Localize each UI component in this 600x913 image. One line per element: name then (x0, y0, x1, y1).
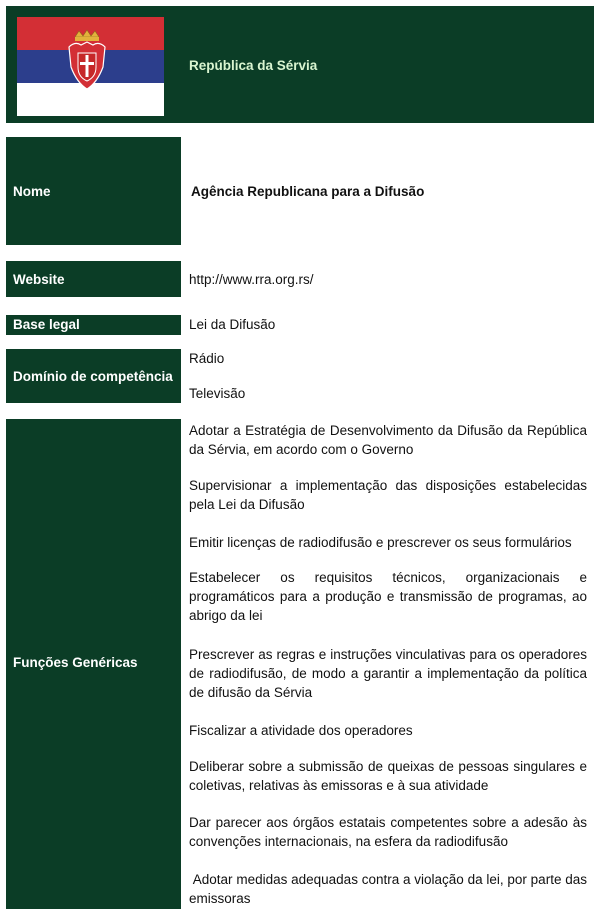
base-legal-value: Lei da Difusão (189, 317, 276, 332)
funcao-item: Dar parecer aos órgãos estatais competentes sobre a adesão às convenções internacionais, na esfera da radiodifusão (189, 815, 587, 849)
nome-label: Nome (13, 184, 51, 199)
nome-value: Agência Republicana para a Difusão (191, 184, 425, 199)
dominio-label: Domínio de competência (13, 369, 173, 384)
funcao-item: Deliberar sobre a submissão de queixas de pessoas singulares e coletivas, relativas às emissoras e à sua atividade (189, 759, 587, 793)
funcao-item: Supervisionar a implementação das disposições estabelecidas pela Lei da Difusão (189, 478, 587, 512)
funcao-item: Adotar medidas adequadas contra a violação da lei, por parte das emissoras (189, 872, 591, 906)
funcao-item: Prescrever as regras e instruções vinculativas para os operadores de radiodifusão, de modo a garantir a implementação da política de difusão da Sérvia (189, 647, 587, 700)
dominio-value-radio: Rádio (189, 351, 225, 366)
funcoes-label: Funções Genéricas (13, 655, 138, 670)
website-label: Website (13, 272, 65, 287)
dominio-value-televisao: Televisão (189, 386, 246, 401)
base-legal-label: Base legal (13, 317, 80, 332)
country-name: República da Sérvia (189, 58, 318, 73)
funcao-item: Estabelecer os requisitos técnicos, organizacionais e programáticos para a produção e transmissão de programas, ao abrigo da lei (189, 570, 587, 623)
serbia-flag-icon (17, 17, 164, 116)
funcao-item: Fiscalizar a atividade dos operadores (189, 723, 413, 738)
funcao-item: Adotar a Estratégia de Desenvolvimento da Difusão da República da Sérvia, em acordo com o Governo (189, 423, 587, 457)
funcao-item: Emitir licenças de radiodifusão e prescrever os seus formulários (189, 535, 572, 550)
website-link[interactable]: http://www.rra.org.rs/ (189, 272, 314, 287)
